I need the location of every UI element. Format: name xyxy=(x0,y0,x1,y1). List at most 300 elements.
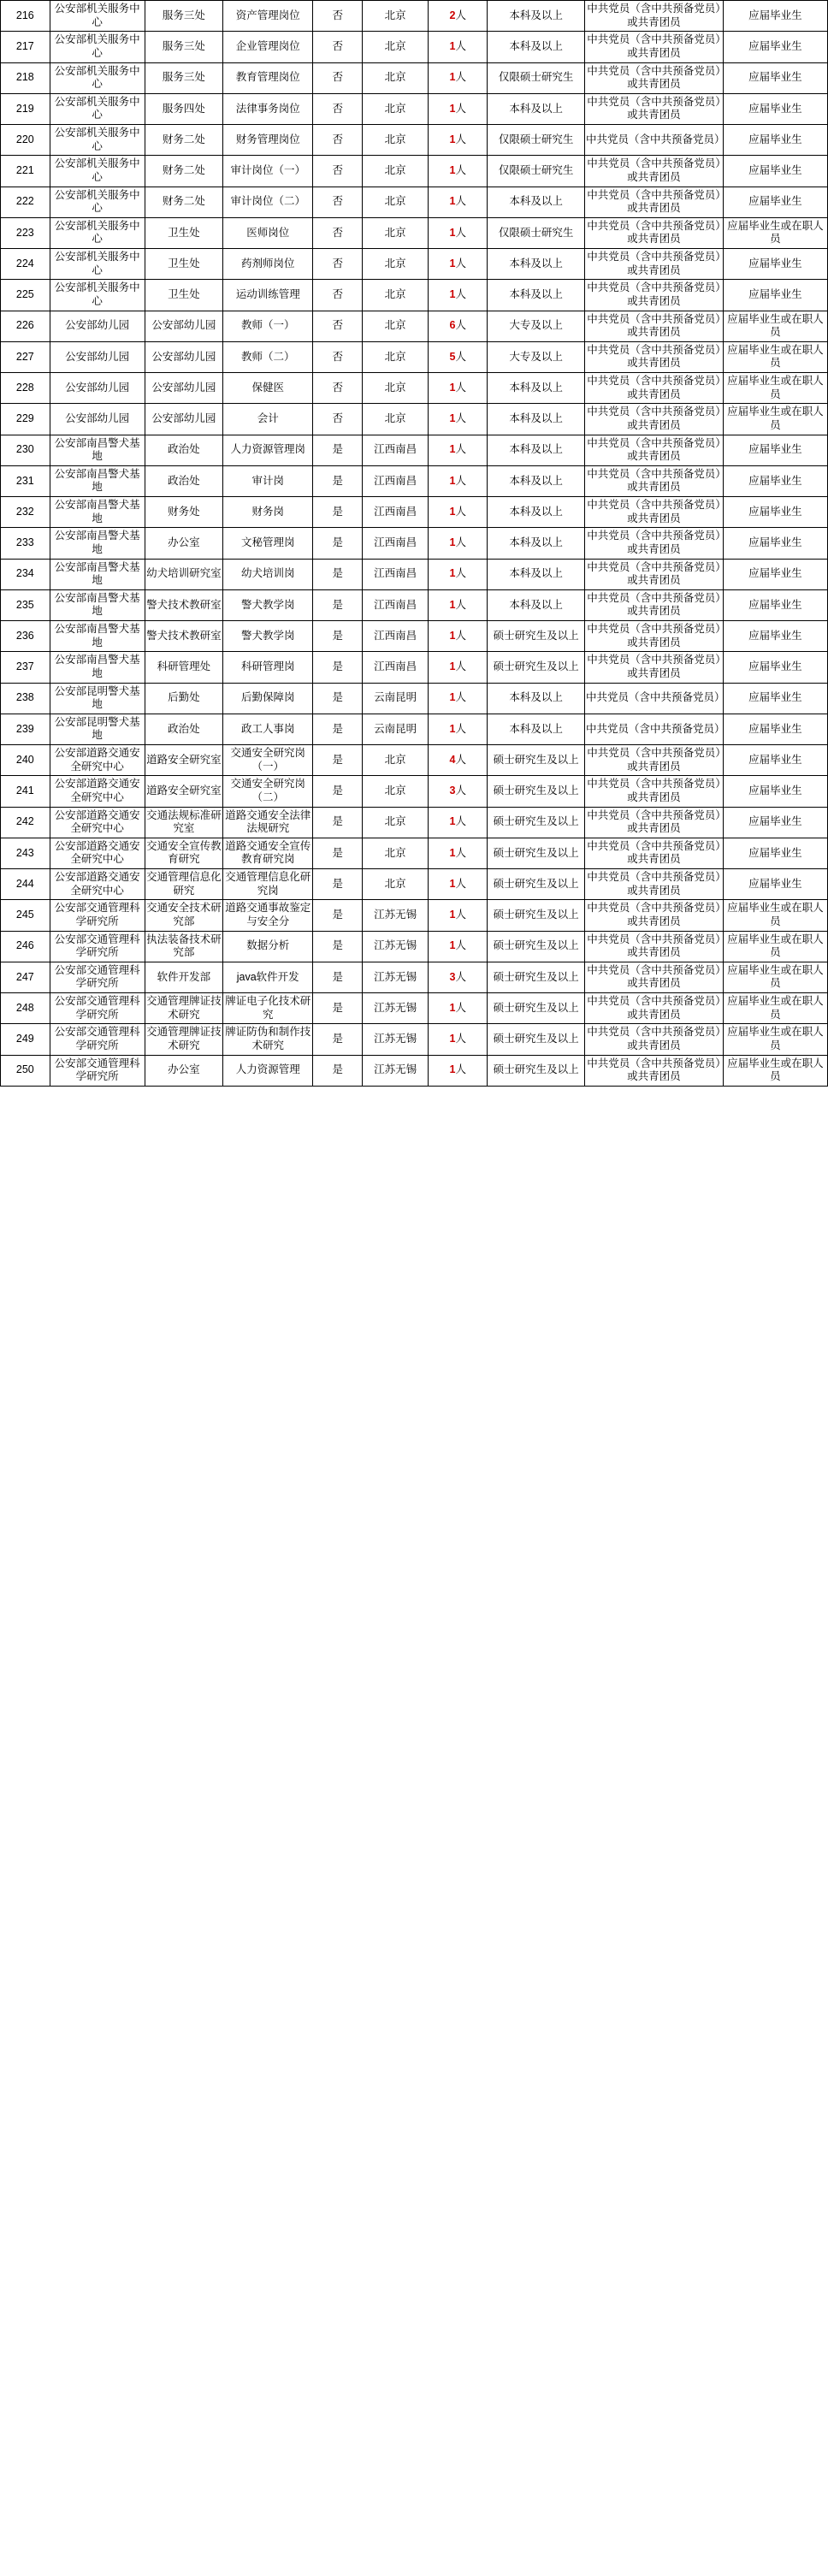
cell-dept: 办公室 xyxy=(145,528,222,559)
cell-post: 财务岗 xyxy=(223,497,313,528)
cell-id: 232 xyxy=(1,497,50,528)
cell-dept: 软件开发部 xyxy=(145,962,222,992)
cell-post: 道路交通安全宣传教育研究岗 xyxy=(223,838,313,868)
cell-political: 中共党员（含中共预备党员）或共青团员 xyxy=(585,497,724,528)
cell-education: 硕士研究生及以上 xyxy=(488,652,585,683)
cell-dept: 交通管理信息化研究 xyxy=(145,869,222,900)
table-row xyxy=(1,93,828,124)
cell-other: 应届毕业生 xyxy=(723,745,827,776)
count-number: 1 xyxy=(449,815,456,828)
cell-political: 中共党员（含中共预备党员）或共青团员 xyxy=(585,156,724,187)
cell-post: 人力资源管理岗 xyxy=(223,435,313,465)
cell-id: 233 xyxy=(1,528,50,559)
cell-id: 235 xyxy=(1,589,50,620)
cell-dept: 交通管理牌证技术研究 xyxy=(145,993,222,1024)
cell-org: 公安部南昌警犬基地 xyxy=(50,621,145,652)
cell-place: 云南昆明 xyxy=(363,714,429,744)
cell-relax: 否 xyxy=(313,32,363,62)
cell-place: 北京 xyxy=(363,776,429,807)
count-unit: 人 xyxy=(455,598,466,611)
cell-count xyxy=(429,1024,488,1055)
cell-org: 公安部道路交通安全研究中心 xyxy=(50,838,145,868)
cell-org: 公安部昆明警犬基地 xyxy=(50,683,145,714)
cell-political: 中共党员（含中共预备党员）或共青团员 xyxy=(585,621,724,652)
cell-education: 硕士研究生及以上 xyxy=(488,807,585,838)
cell-relax: 否 xyxy=(313,341,363,372)
cell-id: 226 xyxy=(1,311,50,341)
cell-relax: 是 xyxy=(313,621,363,652)
cell-place: 北京 xyxy=(363,373,429,404)
cell-political: 中共党员（含中共预备党员）或共青团员 xyxy=(585,838,724,868)
cell-place: 江西南昌 xyxy=(363,465,429,496)
cell-post: java软件开发 xyxy=(223,962,313,992)
cell-place: 北京 xyxy=(363,838,429,868)
table-body xyxy=(1,1,828,1087)
table-row xyxy=(1,465,828,496)
cell-education: 硕士研究生及以上 xyxy=(488,931,585,962)
count-unit: 人 xyxy=(455,319,466,332)
table-row xyxy=(1,1,828,32)
cell-org: 公安部昆明警犬基地 xyxy=(50,714,145,744)
count-number: 1 xyxy=(449,909,456,921)
cell-org: 公安部南昌警犬基地 xyxy=(50,497,145,528)
cell-political: 中共党员（含中共预备党员）或共青团员 xyxy=(585,962,724,992)
cell-political: 中共党员（含中共预备党员）或共青团员 xyxy=(585,652,724,683)
cell-education: 本科及以上 xyxy=(488,93,585,124)
cell-place: 江西南昌 xyxy=(363,589,429,620)
cell-post: 资产管理岗位 xyxy=(223,1,313,32)
cell-other: 应届毕业生 xyxy=(723,807,827,838)
cell-education: 本科及以上 xyxy=(488,528,585,559)
cell-other: 应届毕业生 xyxy=(723,714,827,744)
cell-relax: 否 xyxy=(313,156,363,187)
table-row xyxy=(1,497,828,528)
count-number: 1 xyxy=(449,474,456,487)
table-row xyxy=(1,776,828,807)
cell-education: 本科及以上 xyxy=(488,683,585,714)
cell-post: 交通管理信息化研究岗 xyxy=(223,869,313,900)
cell-political: 中共党员（含中共预备党员）或共青团员 xyxy=(585,931,724,962)
cell-org: 公安部机关服务中心 xyxy=(50,32,145,62)
count-number: 1 xyxy=(449,102,456,115)
cell-dept: 公安部幼儿园 xyxy=(145,341,222,372)
cell-post: 幼犬培训岗 xyxy=(223,559,313,589)
cell-id: 228 xyxy=(1,373,50,404)
cell-dept: 道路安全研究室 xyxy=(145,776,222,807)
cell-place: 江西南昌 xyxy=(363,497,429,528)
cell-count xyxy=(429,62,488,93)
cell-political: 中共党员（含中共预备党员）或共青团员 xyxy=(585,217,724,248)
cell-other: 应届毕业生或在职人员 xyxy=(723,1024,827,1055)
cell-id: 248 xyxy=(1,993,50,1024)
cell-id: 223 xyxy=(1,217,50,248)
cell-count xyxy=(429,807,488,838)
cell-id: 244 xyxy=(1,869,50,900)
count-number: 1 xyxy=(449,567,456,580)
cell-dept: 交通法规标准研究室 xyxy=(145,807,222,838)
cell-count xyxy=(429,714,488,744)
count-number: 1 xyxy=(449,1001,456,1014)
cell-relax: 是 xyxy=(313,683,363,714)
recruitment-table xyxy=(0,0,828,1087)
cell-other: 应届毕业生 xyxy=(723,589,827,620)
table-row xyxy=(1,311,828,341)
table-row xyxy=(1,931,828,962)
count-unit: 人 xyxy=(455,443,466,456)
cell-other: 应届毕业生 xyxy=(723,156,827,187)
count-unit: 人 xyxy=(455,1001,466,1014)
table-row xyxy=(1,621,828,652)
cell-other: 应届毕业生或在职人员 xyxy=(723,993,827,1024)
cell-id: 219 xyxy=(1,93,50,124)
count-unit: 人 xyxy=(455,9,466,21)
cell-id: 224 xyxy=(1,249,50,280)
cell-education: 本科及以上 xyxy=(488,404,585,435)
cell-political: 中共党员（含中共预备党员）或共青团员 xyxy=(585,465,724,496)
cell-post: 教师（二） xyxy=(223,341,313,372)
count-unit: 人 xyxy=(455,195,466,208)
cell-post: 人力资源管理 xyxy=(223,1055,313,1086)
cell-place: 江苏无锡 xyxy=(363,931,429,962)
cell-other: 应届毕业生或在职人员 xyxy=(723,311,827,341)
table-row xyxy=(1,589,828,620)
count-unit: 人 xyxy=(455,71,466,84)
cell-id: 245 xyxy=(1,900,50,931)
cell-relax: 否 xyxy=(313,249,363,280)
cell-relax: 是 xyxy=(313,714,363,744)
count-unit: 人 xyxy=(455,536,466,549)
cell-education: 仅限硕士研究生 xyxy=(488,62,585,93)
cell-relax: 是 xyxy=(313,745,363,776)
cell-education: 本科及以上 xyxy=(488,1,585,32)
cell-dept: 后勤处 xyxy=(145,683,222,714)
count-number: 6 xyxy=(449,319,456,332)
cell-relax: 否 xyxy=(313,93,363,124)
cell-count xyxy=(429,187,488,217)
count-unit: 人 xyxy=(455,102,466,115)
cell-post: 牌证防伪和制作技术研究 xyxy=(223,1024,313,1055)
cell-dept: 道路安全研究室 xyxy=(145,745,222,776)
cell-dept: 卫生处 xyxy=(145,280,222,311)
cell-count xyxy=(429,528,488,559)
count-unit: 人 xyxy=(455,877,466,890)
table-row xyxy=(1,125,828,156)
cell-org: 公安部交通管理科学研究所 xyxy=(50,993,145,1024)
count-number: 1 xyxy=(449,288,456,301)
cell-id: 229 xyxy=(1,404,50,435)
count-number: 1 xyxy=(449,257,456,269)
count-unit: 人 xyxy=(455,133,466,145)
cell-place: 北京 xyxy=(363,311,429,341)
cell-post: 审计岗 xyxy=(223,465,313,496)
cell-org: 公安部机关服务中心 xyxy=(50,125,145,156)
cell-education: 仅限硕士研究生 xyxy=(488,125,585,156)
cell-place: 江西南昌 xyxy=(363,435,429,465)
cell-count xyxy=(429,373,488,404)
count-unit: 人 xyxy=(455,785,466,797)
cell-other: 应届毕业生 xyxy=(723,776,827,807)
cell-place: 北京 xyxy=(363,62,429,93)
cell-other: 应届毕业生或在职人员 xyxy=(723,217,827,248)
cell-place: 北京 xyxy=(363,1,429,32)
cell-post: 牌证电子化技术研究 xyxy=(223,993,313,1024)
cell-count xyxy=(429,745,488,776)
count-number: 1 xyxy=(449,536,456,549)
count-number: 4 xyxy=(449,753,456,766)
cell-place: 江苏无锡 xyxy=(363,993,429,1024)
count-unit: 人 xyxy=(455,381,466,394)
cell-org: 公安部机关服务中心 xyxy=(50,249,145,280)
cell-relax: 是 xyxy=(313,435,363,465)
table-row xyxy=(1,559,828,589)
count-number: 1 xyxy=(449,71,456,84)
table-row xyxy=(1,528,828,559)
cell-org: 公安部机关服务中心 xyxy=(50,1,145,32)
cell-dept: 服务四处 xyxy=(145,93,222,124)
cell-id: 220 xyxy=(1,125,50,156)
count-unit: 人 xyxy=(455,1063,466,1076)
cell-dept: 财务处 xyxy=(145,497,222,528)
cell-education: 本科及以上 xyxy=(488,589,585,620)
cell-political: 中共党员（含中共预备党员）或共青团员 xyxy=(585,776,724,807)
cell-other: 应届毕业生或在职人员 xyxy=(723,341,827,372)
cell-political: 中共党员（含中共预备党员）或共青团员 xyxy=(585,1,724,32)
cell-education: 硕士研究生及以上 xyxy=(488,993,585,1024)
cell-count xyxy=(429,217,488,248)
cell-relax: 否 xyxy=(313,311,363,341)
cell-relax: 是 xyxy=(313,776,363,807)
table-row xyxy=(1,187,828,217)
cell-post: 医师岗位 xyxy=(223,217,313,248)
count-number: 1 xyxy=(449,381,456,394)
cell-org: 公安部幼儿园 xyxy=(50,373,145,404)
cell-count xyxy=(429,311,488,341)
cell-id: 236 xyxy=(1,621,50,652)
cell-count xyxy=(429,931,488,962)
cell-relax: 是 xyxy=(313,528,363,559)
cell-org: 公安部交通管理科学研究所 xyxy=(50,931,145,962)
cell-education: 本科及以上 xyxy=(488,714,585,744)
cell-dept: 执法装备技术研究部 xyxy=(145,931,222,962)
cell-post: 数据分析 xyxy=(223,931,313,962)
cell-other: 应届毕业生 xyxy=(723,528,827,559)
cell-other: 应届毕业生 xyxy=(723,187,827,217)
cell-org: 公安部道路交通安全研究中心 xyxy=(50,869,145,900)
cell-relax: 否 xyxy=(313,217,363,248)
cell-count xyxy=(429,249,488,280)
count-number: 1 xyxy=(449,412,456,425)
cell-education: 本科及以上 xyxy=(488,559,585,589)
cell-place: 北京 xyxy=(363,249,429,280)
count-unit: 人 xyxy=(455,226,466,239)
cell-other: 应届毕业生 xyxy=(723,683,827,714)
cell-relax: 是 xyxy=(313,962,363,992)
cell-political: 中共党员（含中共预备党员）或共青团员 xyxy=(585,435,724,465)
cell-dept: 政治处 xyxy=(145,435,222,465)
cell-post: 交通安全研究岗（二） xyxy=(223,776,313,807)
table-row xyxy=(1,156,828,187)
cell-relax: 否 xyxy=(313,404,363,435)
cell-education: 本科及以上 xyxy=(488,435,585,465)
cell-count xyxy=(429,869,488,900)
cell-relax: 是 xyxy=(313,465,363,496)
cell-political: 中共党员（含中共预备党员）或共青团员 xyxy=(585,745,724,776)
cell-education: 仅限硕士研究生 xyxy=(488,156,585,187)
cell-count xyxy=(429,1055,488,1086)
cell-id: 216 xyxy=(1,1,50,32)
cell-count xyxy=(429,435,488,465)
cell-relax: 是 xyxy=(313,838,363,868)
count-unit: 人 xyxy=(455,350,466,363)
count-unit: 人 xyxy=(455,288,466,301)
cell-other: 应届毕业生 xyxy=(723,93,827,124)
cell-dept: 财务二处 xyxy=(145,125,222,156)
cell-education: 本科及以上 xyxy=(488,280,585,311)
count-unit: 人 xyxy=(455,691,466,704)
cell-place: 北京 xyxy=(363,93,429,124)
count-unit: 人 xyxy=(455,474,466,487)
cell-org: 公安部交通管理科学研究所 xyxy=(50,900,145,931)
cell-count xyxy=(429,93,488,124)
cell-id: 234 xyxy=(1,559,50,589)
cell-political: 中共党员（含中共预备党员）或共青团员 xyxy=(585,589,724,620)
cell-post: 科研管理岗 xyxy=(223,652,313,683)
cell-org: 公安部南昌警犬基地 xyxy=(50,559,145,589)
count-unit: 人 xyxy=(455,846,466,859)
cell-count xyxy=(429,1,488,32)
table-row xyxy=(1,900,828,931)
cell-political: 中共党员（含中共预备党员）或共青团员 xyxy=(585,62,724,93)
cell-dept: 服务三处 xyxy=(145,32,222,62)
cell-post: 教师（一） xyxy=(223,311,313,341)
cell-org: 公安部交通管理科学研究所 xyxy=(50,1024,145,1055)
cell-org: 公安部南昌警犬基地 xyxy=(50,528,145,559)
cell-count xyxy=(429,497,488,528)
cell-id: 249 xyxy=(1,1024,50,1055)
cell-post: 会计 xyxy=(223,404,313,435)
cell-education: 硕士研究生及以上 xyxy=(488,776,585,807)
cell-dept: 公安部幼儿园 xyxy=(145,311,222,341)
cell-place: 北京 xyxy=(363,341,429,372)
count-number: 1 xyxy=(449,722,456,735)
cell-count xyxy=(429,156,488,187)
count-number: 1 xyxy=(449,1063,456,1076)
cell-count xyxy=(429,589,488,620)
count-unit: 人 xyxy=(455,1033,466,1045)
count-number: 1 xyxy=(449,846,456,859)
cell-place: 北京 xyxy=(363,217,429,248)
cell-other: 应届毕业生 xyxy=(723,869,827,900)
cell-dept: 幼犬培训研究室 xyxy=(145,559,222,589)
cell-place: 北京 xyxy=(363,869,429,900)
count-number: 1 xyxy=(449,660,456,673)
cell-other: 应届毕业生 xyxy=(723,497,827,528)
cell-dept: 卫生处 xyxy=(145,217,222,248)
cell-count xyxy=(429,900,488,931)
table-row xyxy=(1,62,828,93)
cell-relax: 否 xyxy=(313,187,363,217)
table-row xyxy=(1,1055,828,1086)
cell-relax: 否 xyxy=(313,125,363,156)
count-number: 1 xyxy=(449,226,456,239)
cell-dept: 服务三处 xyxy=(145,62,222,93)
cell-political: 中共党员（含中共预备党员） xyxy=(585,714,724,744)
count-number: 1 xyxy=(449,629,456,642)
cell-other: 应届毕业生或在职人员 xyxy=(723,1055,827,1086)
cell-id: 237 xyxy=(1,652,50,683)
count-unit: 人 xyxy=(455,412,466,425)
cell-place: 江西南昌 xyxy=(363,652,429,683)
cell-relax: 是 xyxy=(313,589,363,620)
cell-relax: 是 xyxy=(313,993,363,1024)
cell-other: 应届毕业生 xyxy=(723,62,827,93)
cell-place: 北京 xyxy=(363,807,429,838)
cell-education: 硕士研究生及以上 xyxy=(488,1024,585,1055)
cell-relax: 是 xyxy=(313,652,363,683)
cell-political: 中共党员（含中共预备党员）或共青团员 xyxy=(585,807,724,838)
cell-place: 北京 xyxy=(363,404,429,435)
cell-post: 药剂师岗位 xyxy=(223,249,313,280)
cell-count xyxy=(429,776,488,807)
cell-relax: 是 xyxy=(313,1055,363,1086)
cell-relax: 是 xyxy=(313,1024,363,1055)
cell-relax: 否 xyxy=(313,373,363,404)
count-unit: 人 xyxy=(455,815,466,828)
count-number: 1 xyxy=(449,40,456,53)
cell-political: 中共党员（含中共预备党员）或共青团员 xyxy=(585,993,724,1024)
cell-count xyxy=(429,404,488,435)
count-unit: 人 xyxy=(455,753,466,766)
count-number: 3 xyxy=(449,785,456,797)
cell-political: 中共党员（含中共预备党员）或共青团员 xyxy=(585,341,724,372)
cell-post: 审计岗位（二） xyxy=(223,187,313,217)
cell-post: 警犬教学岗 xyxy=(223,621,313,652)
cell-dept: 财务二处 xyxy=(145,187,222,217)
cell-other: 应届毕业生 xyxy=(723,621,827,652)
cell-other: 应届毕业生 xyxy=(723,838,827,868)
count-unit: 人 xyxy=(455,939,466,952)
count-number: 2 xyxy=(449,9,456,21)
count-unit: 人 xyxy=(455,40,466,53)
cell-other: 应届毕业生 xyxy=(723,32,827,62)
table-row xyxy=(1,993,828,1024)
cell-education: 硕士研究生及以上 xyxy=(488,621,585,652)
count-number: 1 xyxy=(449,195,456,208)
cell-political: 中共党员（含中共预备党员）或共青团员 xyxy=(585,559,724,589)
table-row xyxy=(1,745,828,776)
cell-dept: 财务二处 xyxy=(145,156,222,187)
cell-dept: 政治处 xyxy=(145,465,222,496)
cell-other: 应届毕业生或在职人员 xyxy=(723,900,827,931)
count-number: 1 xyxy=(449,877,456,890)
cell-id: 217 xyxy=(1,32,50,62)
cell-political: 中共党员（含中共预备党员）或共青团员 xyxy=(585,404,724,435)
cell-count xyxy=(429,652,488,683)
cell-id: 230 xyxy=(1,435,50,465)
cell-education: 本科及以上 xyxy=(488,497,585,528)
cell-org: 公安部道路交通安全研究中心 xyxy=(50,776,145,807)
cell-other: 应届毕业生 xyxy=(723,249,827,280)
cell-id: 238 xyxy=(1,683,50,714)
count-number: 1 xyxy=(449,939,456,952)
cell-political: 中共党员（含中共预备党员）或共青团员 xyxy=(585,32,724,62)
cell-dept: 交通安全技术研究部 xyxy=(145,900,222,931)
cell-place: 江西南昌 xyxy=(363,621,429,652)
cell-dept: 科研管理处 xyxy=(145,652,222,683)
cell-count xyxy=(429,559,488,589)
cell-org: 公安部南昌警犬基地 xyxy=(50,652,145,683)
cell-relax: 是 xyxy=(313,497,363,528)
